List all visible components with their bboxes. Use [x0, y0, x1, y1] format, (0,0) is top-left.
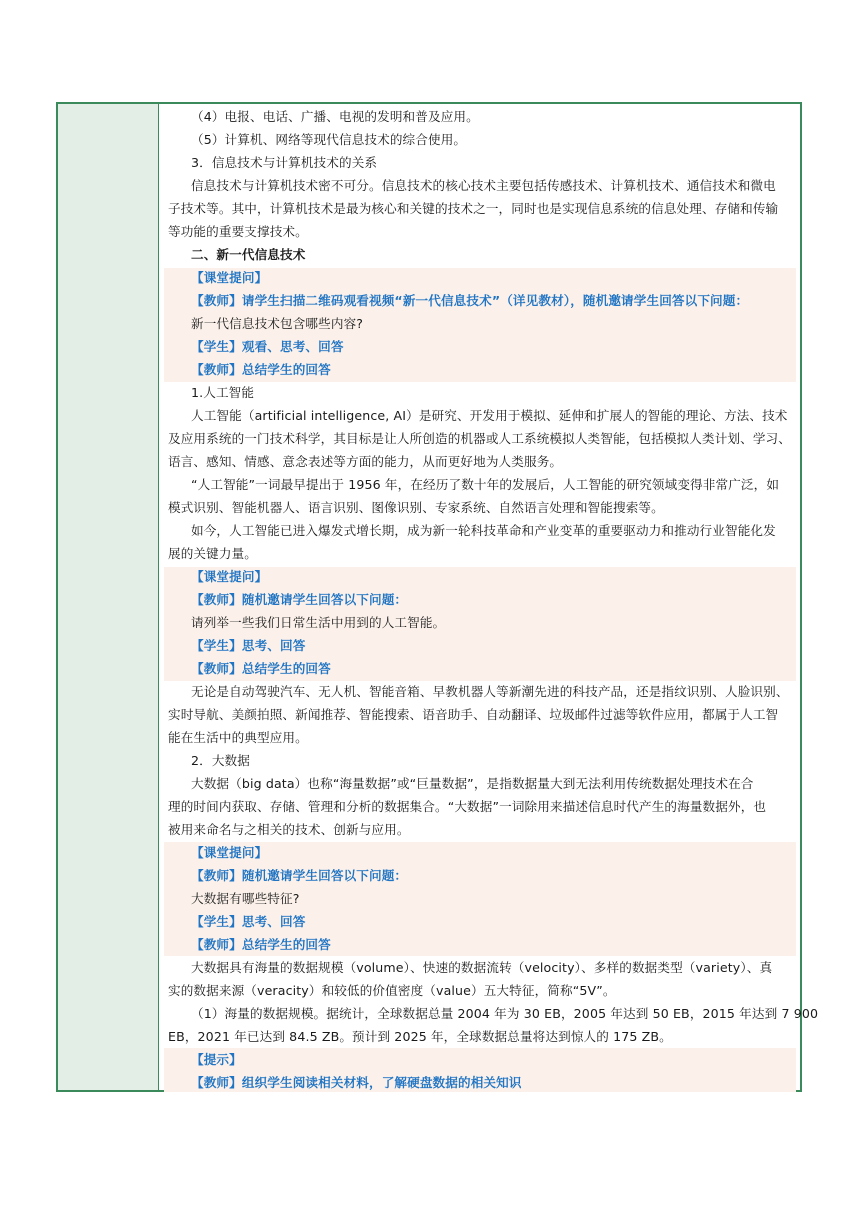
question-line: 请列举一些我们日常生活中用到的人工智能。 [191, 615, 446, 630]
teacher-line: 【教师】请学生扫描二维码观看视频“新一代信息技术”（详见教材），随机邀请学生回答以下问题： [191, 293, 749, 308]
paragraph-line: 信息技术与计算机技术密不可分。信息技术的核心技术主要包括传感技术、计算机技术、通信技术和微电 [191, 178, 776, 193]
teacher-line: 【教师】总结学生的回答 [191, 937, 331, 952]
paragraph-line: 及应用系统的一门技术科学，其目标是让人所创造的机器或人工系统模拟人类智能，包括模拟人类计划、学习、 [168, 431, 791, 446]
paragraph-line: 语言、感知、情感、意念表述等方面的能力，从而更好地为人类服务。 [168, 454, 563, 469]
teacher-line: 【教师】组织学生阅读相关材料，了解硬盘数据的相关知识 [191, 1075, 522, 1090]
student-line: 【学生】思考、回答 [191, 914, 306, 929]
question-line: 大数据有哪些特征? [191, 891, 300, 906]
paragraph-line: （1）海量的数据规模。据统计，全球数据总量 2004 年为 30 EB，2005 年达到 50 EB，2015 年达到 7 900 [191, 1006, 819, 1021]
paragraph-line: （5）计算机、网络等现代信息技术的综合使用。 [191, 132, 467, 147]
paragraph-line: 实时导航、美颜拍照、新闻推荐、智能搜索、语音助手、自动翻译、垃圾邮件过滤等软件应用，都属于人工智 [168, 707, 779, 722]
paragraph-line: 被用来命名与之相关的技术、创新与应用。 [168, 822, 410, 837]
paragraph-line: 理的时间内获取、存储、管理和分析的数据集合。“大数据”一词除用来描述信息时代产生的海量数据外，也 [168, 799, 767, 814]
section-heading: 2．大数据 [191, 753, 250, 768]
paragraph-line: 等功能的重要支撑技术。 [168, 224, 308, 239]
paragraph-line: 人工智能（artificial intelligence, AI）是研究、开发用于模拟、延伸和扩展人的智能的理论、方法、技术 [191, 408, 788, 423]
left-column-cell [58, 104, 159, 1090]
paragraph-line: （4）电报、电话、广播、电视的发明和普及应用。 [191, 109, 479, 124]
tip-label: 【提示】 [191, 1052, 242, 1067]
paragraph-line: 展的关键力量。 [168, 546, 257, 561]
teacher-line: 【教师】总结学生的回答 [191, 661, 331, 676]
paragraph-line: EB，2021 年已达到 84.5 ZB。预计到 2025 年，全球数据总量将达到惊人的 175 ZB。 [168, 1029, 672, 1044]
teacher-line: 【教师】总结学生的回答 [191, 362, 331, 377]
paragraph-line: 如今，人工智能已进入爆发式增长期，成为新一轮科技革命和产业变革的重要驱动力和推动行业智能化发 [191, 523, 776, 538]
paragraph-line: 模式识别、智能机器人、语言识别、图像识别、专家系统、自然语言处理和智能搜索等。 [168, 500, 664, 515]
paragraph-line: 子技术等。其中，计算机技术是最为核心和关键的技术之一，同时也是实现信息系统的信息处理、存储和传输 [168, 201, 779, 216]
student-line: 【学生】观看、思考、回答 [191, 339, 344, 354]
teacher-line: 【教师】随机邀请学生回答以下问题： [191, 592, 408, 607]
paragraph-line: 大数据具有海量的数据规模（volume）、快速的数据流转（velocity）、多样的数据类型（variety）、真 [191, 960, 773, 975]
section-heading: 3．信息技术与计算机技术的关系 [191, 155, 378, 170]
lesson-table [56, 102, 819, 1092]
section-heading: 二、新一代信息技术 [191, 247, 306, 262]
qa-label: 【课堂提问】 [191, 270, 268, 285]
paragraph-line: 能在生活中的典型应用。 [168, 730, 308, 745]
paragraph-line: 大数据（big data）也称“海量数据”或“巨量数据”，是指数据量大到无法利用传统数据处理技术在合 [191, 776, 754, 791]
student-line: 【学生】思考、回答 [191, 638, 306, 653]
teacher-line: 【教师】随机邀请学生回答以下问题： [191, 868, 408, 883]
question-line: 新一代信息技术包含哪些内容? [191, 316, 364, 331]
paragraph-line: “人工智能”一词最早提出于 1956 年，在经历了数十年的发展后，人工智能的研究领域变得非常广泛，如 [191, 477, 780, 492]
paragraph-line: 实的数据来源（veracity）和较低的价值密度（value）五大特征，简称“5V”。 [168, 983, 616, 998]
qa-label: 【课堂提问】 [191, 845, 268, 860]
section-heading: 1.人工智能 [191, 385, 255, 400]
paragraph-line: 无论是自动驾驶汽车、无人机、智能音箱、早教机器人等新潮先进的科技产品，还是指纹识别、人脸识别、 [191, 684, 789, 699]
qa-label: 【课堂提问】 [191, 569, 268, 584]
